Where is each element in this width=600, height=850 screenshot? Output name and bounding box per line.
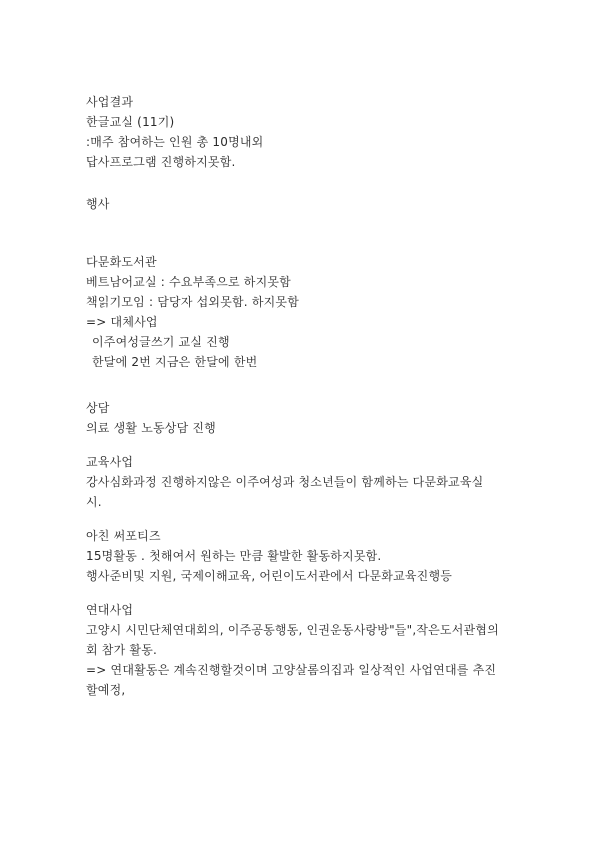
section-library [86,252,546,372]
text-line: 한글교실 (11기) [86,115,175,129]
text-line: 강사심화과정 진행하지않은 이주여성과 청소년들이 함께하는 다문화교육실 [86,475,484,489]
text-line: 행사준비및 지원, 국제이해교육, 어린이도서관에서 다문화교육진행등 [86,569,453,583]
section-heading: 상담 [86,401,110,415]
section-heading: 연대사업 [86,603,134,617]
section-results [86,92,546,172]
text-line: => 연대활동은 계속진행할것이며 고양살롬의집과 일상적인 사업연대를 추진 [86,663,497,677]
text-line: 이주여성글쓰기 교실 진행 [92,335,230,349]
document-page [86,92,546,700]
text-line: 한달에 2번 지금은 한달에 한번 [92,355,258,369]
text-line: 시. [86,495,102,509]
section-events [86,194,546,214]
section-heading: 행사 [86,197,110,211]
section-heading: 다문화도서관 [86,255,157,269]
text-line: 답사프로그램 진행하지못함. [86,155,236,169]
text-line: 15명활동 . 첫해여서 원하는 만큼 활발한 활동하지못함. [86,549,382,563]
section-education [86,452,546,512]
text-line: :매주 참여하는 인원 총 10명내외 [86,135,264,149]
section-heading: 교육사업 [86,455,134,469]
text-line: 의료 생활 노동상담 진행 [86,421,216,435]
text-line: => 대체사업 [86,315,158,329]
text-line: 회 참가 활동. [86,643,158,657]
section-counseling [86,398,546,438]
section-heading: 사업결과 [86,95,134,109]
text-line: 할예정, [86,683,126,697]
text-line: 책읽기모임 : 담당자 섭외못함. 하지못함 [86,295,299,309]
text-line: 베트남어교실 : 수요부족으로 하지못함 [86,275,291,289]
text-line: 고양시 시민단체연대회의, 이주공동행동, 인권운동사랑방"들",작은도서관협의 [86,623,499,637]
section-heading: 아친 써포티즈 [86,529,161,543]
section-supporters [86,526,546,586]
section-solidarity [86,600,546,700]
